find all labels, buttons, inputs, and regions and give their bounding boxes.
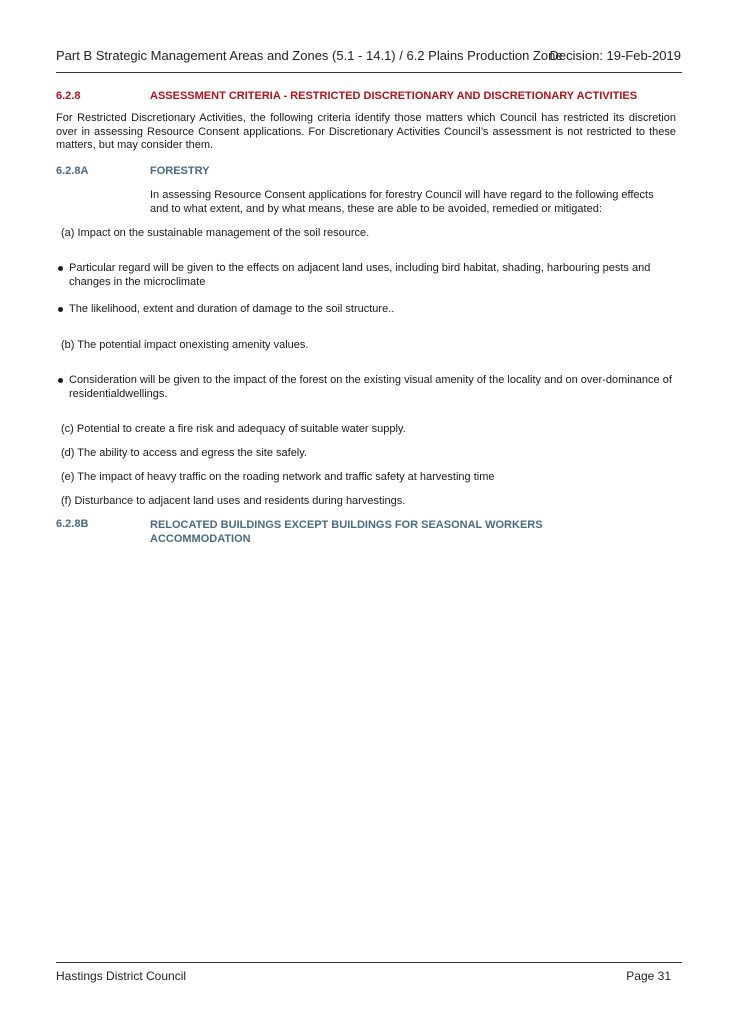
footer-council: Hastings District Council xyxy=(56,969,187,983)
header-title: Part B Strategic Management Areas and Zones (5.1 - 14.1) / 6.2 Plains Production Zone xyxy=(56,48,563,63)
section-number-6-2-8a: 6.2.8A xyxy=(56,165,89,177)
section-number-6-2-8: 6.2.8 xyxy=(56,90,81,102)
criterion-b-bullet-1: Consideration will be given to the impact of the forest on the existing visual amenity of the locality and on over-dominance of residentialdwellings. xyxy=(69,374,672,400)
header-divider xyxy=(56,72,682,73)
section-title-6-2-8b: RELOCATED BUILDINGS EXCEPT BUILDINGS FOR SEASONAL WORKERS ACCOMMODATION xyxy=(150,519,543,545)
criterion-f: (f) Disturbance to adjacent land uses and residents during harvestings. xyxy=(61,495,406,507)
criterion-e: (e) The impact of heavy traffic on the roading network and traffic safety at harvesting time xyxy=(61,471,495,483)
section-number-6-2-8b: 6.2.8B xyxy=(56,518,89,530)
bullet-dot xyxy=(58,378,63,383)
footer-divider xyxy=(56,962,682,963)
decision-date: Decision: 19-Feb-2019 xyxy=(549,48,681,63)
section-title-6-2-8a: FORESTRY xyxy=(150,165,210,177)
criterion-c: (c) Potential to create a fire risk and adequacy of suitable water supply. xyxy=(61,423,406,435)
bullet-dot xyxy=(58,307,63,312)
section-title-6-2-8: ASSESSMENT CRITERIA - RESTRICTED DISCRETIONARY AND DISCRETIONARY ACTIVITIES xyxy=(150,90,638,102)
criterion-a: (a) Impact on the sustainable management of the soil resource. xyxy=(61,227,370,239)
criterion-b: (b) The potential impact onexisting amenity values. xyxy=(61,339,309,351)
criterion-d: (d) The ability to access and egress the site safely. xyxy=(61,447,307,459)
bullet-dot xyxy=(58,266,63,271)
footer-page-number: Page 31 xyxy=(626,969,671,983)
section-6-2-8a-intro: In assessing Resource Consent applications for forestry Council will have regard to the following effects and to what extent, and by what means, these are able to be avoided, remedied or mitigated: xyxy=(150,189,654,215)
criterion-a-bullet-1: Particular regard will be given to the effects on adjacent land uses, including bird habitat, shading, harbouring pests and changes in the microclimate xyxy=(69,262,651,288)
section-6-2-8-intro: For Restricted Discretionary Activities, the following criteria identify those matters which Council has restricted its discretion over in assessing Resource Consent applications. For Discretionary Activities Council’s assessment is not restricted to these matters, but may consider them. xyxy=(56,112,676,151)
criterion-a-bullet-2: The likelihood, extent and duration of damage to the soil structure.. xyxy=(69,303,395,315)
